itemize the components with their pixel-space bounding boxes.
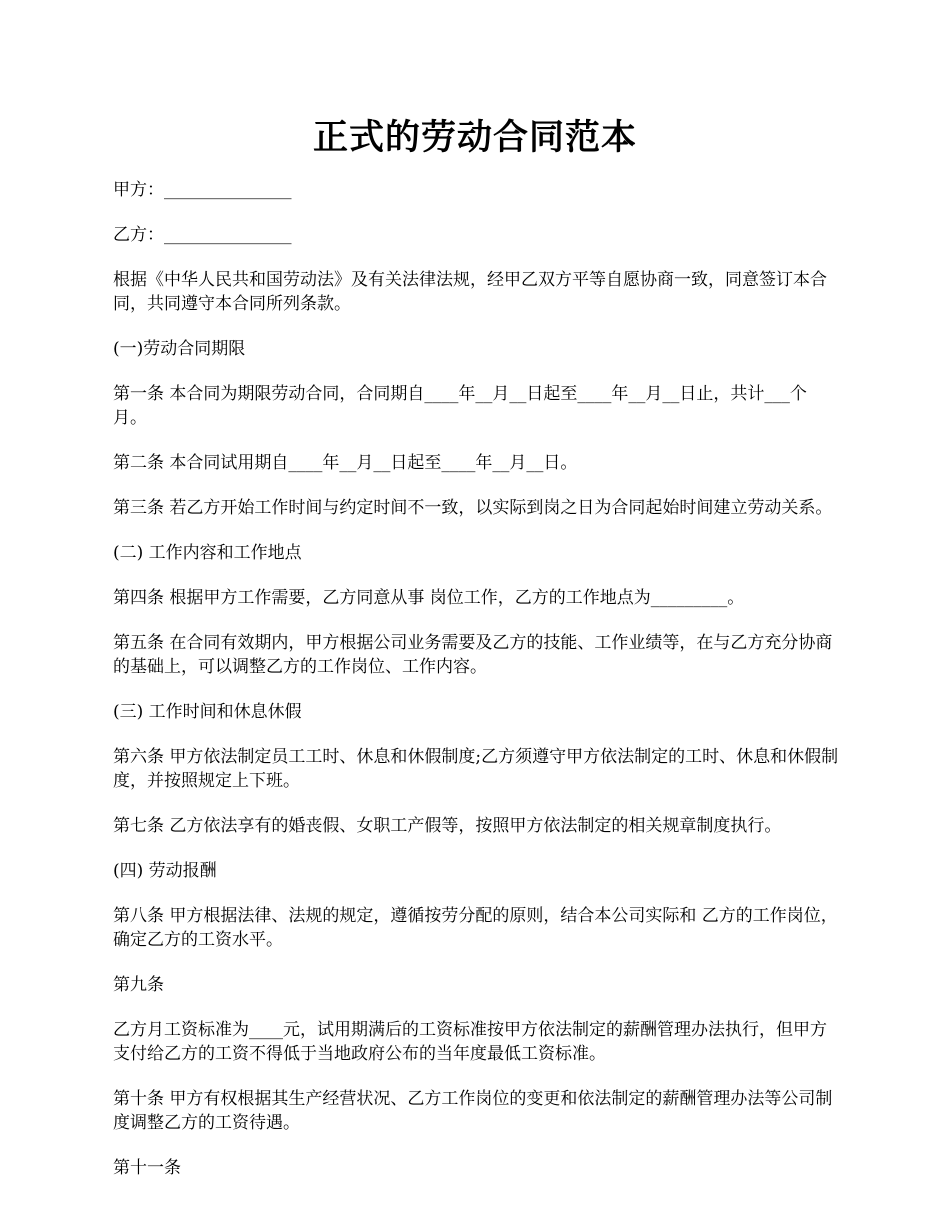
- article-paragraph: 第四条 根据甲方工作需要，乙方同意从事 岗位工作，乙方的工作地点为_________。: [113, 588, 745, 608]
- article-paragraph: 第六条 甲方依法制定员工工时、休息和休假制度;乙方须遵守甲方依法制定的工时、休息和休假制度，并按照规定上下班。: [113, 747, 839, 791]
- section-heading: (二) 工作内容和工作地点: [113, 543, 302, 563]
- article-paragraph: 第五条 在合同有效期内，甲方根据公司业务需要及乙方的技能、工作业绩等，在与乙方充分协商的基础上，可以调整乙方的工作岗位、工作内容。: [113, 633, 833, 677]
- party-a-line: 甲方：_______________: [113, 180, 292, 200]
- section-heading: (三) 工作时间和休息休假: [113, 702, 302, 722]
- page-title: 正式的劳动合同范本: [312, 117, 637, 158]
- section-heading: (一)劳动合同期限: [113, 339, 246, 359]
- article-paragraph: 第七条 乙方依法享有的婚丧假、女职工产假等，按照甲方依法制定的相关规章制度执行。: [113, 816, 782, 836]
- party-b-line: 乙方：_______________: [113, 225, 292, 245]
- document-body: [113, 178, 839, 1201]
- article-paragraph: 第三条 若乙方开始工作时间与约定时间不一致，以实际到岗之日为合同起始时间建立劳动关系。: [113, 498, 833, 518]
- article-paragraph: 乙方月工资标准为____元，试用期满后的工资标准按甲方依法制定的薪酬管理办法执行，但甲方支付给乙方的工资不得低于当地政府公布的当年度最低工资标准。: [113, 1020, 827, 1064]
- article-paragraph: 第十条 甲方有权根据其生产经营状况、乙方工作岗位的变更和依法制定的薪酬管理办法等公司制度调整乙方的工资待遇。: [113, 1089, 833, 1133]
- article-heading: 第十一条: [113, 1158, 181, 1178]
- section-heading: (四) 劳动报酬: [113, 861, 217, 881]
- preamble-paragraph: 根据《中华人民共和国劳动法》及有关法律法规，经甲乙双方平等自愿协商一致，同意签订本合同，共同遵守本合同所列条款。: [113, 270, 827, 314]
- article-heading: 第九条: [113, 975, 164, 995]
- article-paragraph: 第一条 本合同为期限劳动合同，合同期自____年__月__日起至____年__月__日止，共计___个月。: [113, 384, 807, 428]
- article-paragraph: 第八条 甲方根据法律、法规的规定，遵循按劳分配的原则，结合本公司实际和 乙方的工作岗位，确定乙方的工资水平。: [113, 906, 838, 950]
- article-paragraph: 第二条 本合同试用期自____年__月__日起至____年__月__日。: [113, 453, 578, 473]
